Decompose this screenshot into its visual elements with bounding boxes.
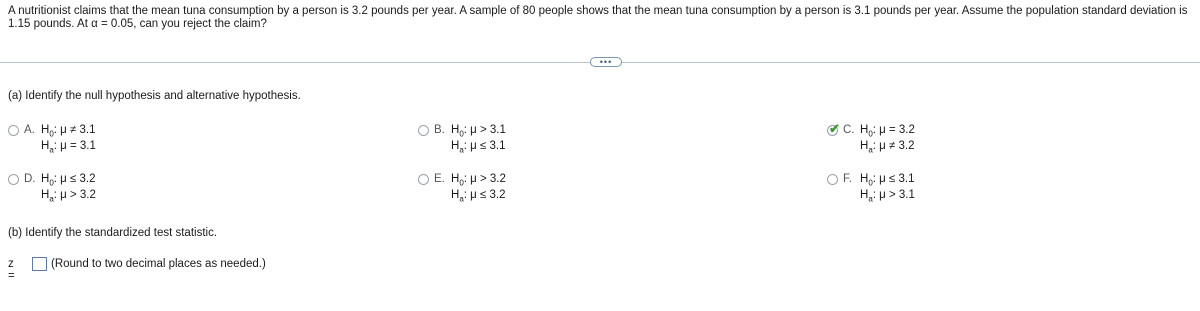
option-letter: D. bbox=[24, 173, 36, 185]
radio-button[interactable] bbox=[418, 174, 429, 185]
alternative-hypothesis: $H_a$: μ ≠ 3.2 bbox=[860, 140, 915, 155]
radio-button[interactable] bbox=[8, 174, 19, 185]
radio-button[interactable] bbox=[8, 125, 19, 136]
part-a-label: (a) Identify the null hypothesis and alternative hypothesis. bbox=[8, 90, 301, 102]
alternative-hypothesis: $H_a$: μ ≤ 3.1 bbox=[451, 140, 506, 155]
checkmark-icon: ✔ bbox=[829, 121, 840, 136]
null-hypothesis: $H_0$: μ ≤ 3.2 bbox=[41, 173, 96, 188]
alternative-hypothesis: $H_a$: μ > 3.2 bbox=[41, 189, 96, 204]
part-b-label: (b) Identify the standardized test statistic. bbox=[8, 227, 218, 239]
z-answer-input[interactable] bbox=[32, 257, 47, 271]
expand-more-button[interactable]: ••• bbox=[590, 57, 622, 67]
null-hypothesis: $H_0$: μ ≤ 3.1 bbox=[860, 173, 915, 188]
option-letter: C. bbox=[843, 124, 855, 136]
null-hypothesis: $H_0$: μ > 3.2 bbox=[451, 173, 506, 188]
radio-button[interactable] bbox=[827, 174, 838, 185]
alternative-hypothesis: $H_a$: μ ≤ 3.2 bbox=[451, 189, 506, 204]
z-label: z = bbox=[8, 258, 15, 282]
option-letter: E. bbox=[434, 173, 445, 185]
null-hypothesis: $H_0$: μ = 3.2 bbox=[860, 124, 915, 139]
problem-statement: A nutritionist claims that the mean tuna consumption by a person is 3.2 pounds per year. A sample of 80 people shows that the mean tuna consumption by a person is 3.1 pounds per year. Assume the population standard deviation is 1.15 pounds. At α = 0.05, can you reject the claim? bbox=[8, 5, 1188, 30]
option-letter: B. bbox=[434, 124, 445, 136]
option-letter: F. bbox=[843, 173, 852, 185]
rounding-hint: (Round to two decimal places as needed.) bbox=[51, 258, 266, 270]
option-letter: A. bbox=[24, 124, 35, 136]
radio-button[interactable] bbox=[418, 125, 429, 136]
alternative-hypothesis: $H_a$: μ = 3.1 bbox=[41, 140, 96, 155]
null-hypothesis: $H_0$: μ > 3.1 bbox=[451, 124, 506, 139]
null-hypothesis: $H_0$: μ ≠ 3.1 bbox=[41, 124, 96, 139]
alternative-hypothesis: $H_a$: μ > 3.1 bbox=[860, 189, 915, 204]
